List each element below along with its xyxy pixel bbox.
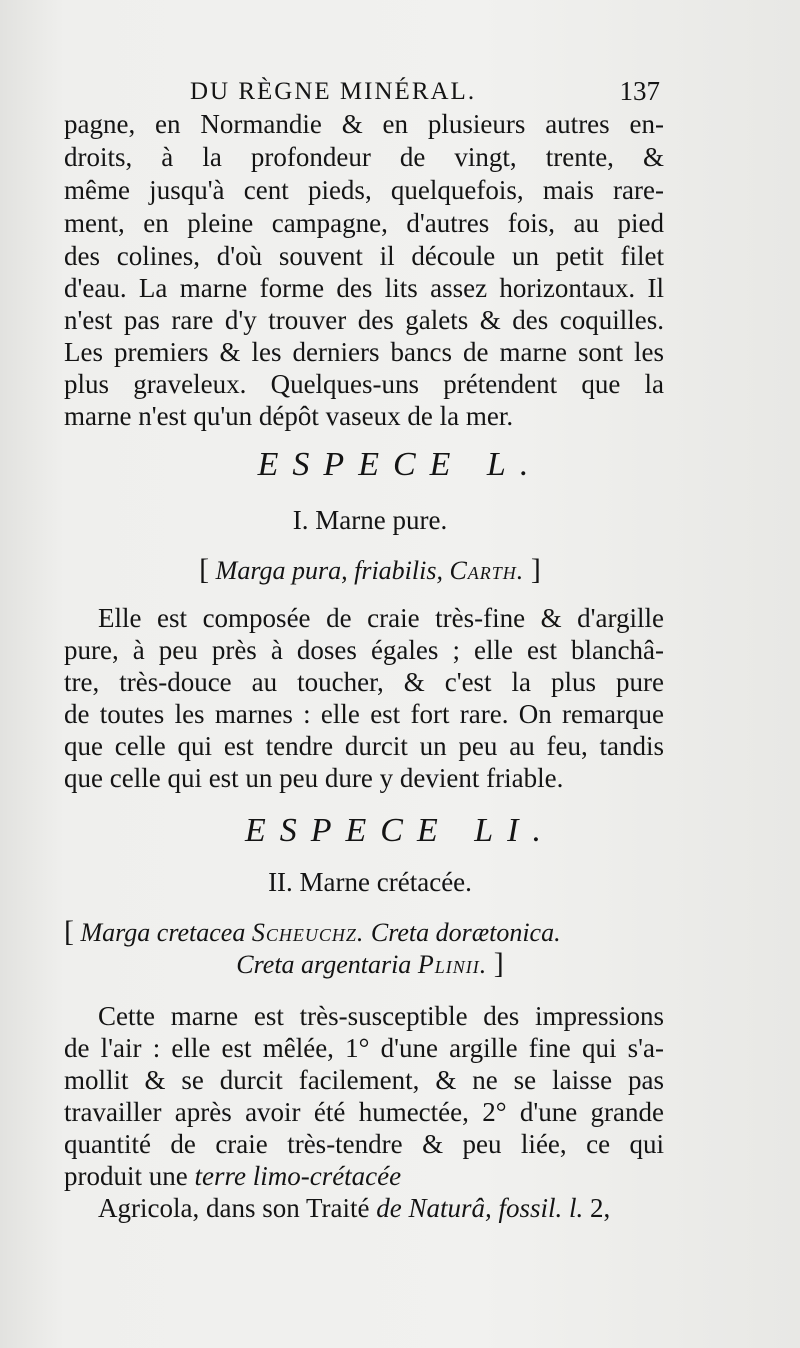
text-line — [98, 1192, 664, 1224]
text-line: marne n'est qu'un dépôt vaseux de la mer. — [64, 401, 514, 431]
open-bracket: [ — [64, 915, 74, 948]
text-run: produit une — [64, 1161, 195, 1191]
text-line — [64, 1160, 664, 1192]
open-bracket: [ — [199, 553, 210, 586]
text-line: droits, à la profondeur de vingt, trente, & — [64, 142, 664, 172]
synonym-text: Creta dorætonica. — [364, 918, 561, 947]
text-line: quantité de craie très-tendre & peu liée, ce qui — [64, 1129, 664, 1159]
text-line: Les premiers & les derniers bancs de marne sont les — [64, 337, 664, 367]
species-synonym — [64, 916, 664, 949]
species-label: ESPECE — [257, 446, 465, 483]
species-numeral: L. — [486, 446, 543, 483]
text-line: d'eau. La marne forme des lits assez horizontaux. Il — [64, 273, 664, 303]
text-line: pagne, en Normandie & en plusieurs autres en- — [64, 109, 664, 139]
synonym-text: Creta argentaria — [236, 950, 418, 979]
species-synonym-continuation — [0, 948, 740, 981]
text-run: Agricola, dans son Traité — [98, 1193, 377, 1223]
species-title: II. Marne crétacée. — [268, 867, 472, 897]
text-line: mollit & se durcit facilement, & ne se laisse pas — [64, 1065, 664, 1095]
text-line: ment, en pleine campagne, d'autres fois, au pied — [64, 208, 664, 238]
synonym-text: Marga cretacea — [80, 918, 252, 947]
text-line: des colines, d'où souvent il découle un petit filet — [64, 241, 664, 271]
text-line: pure, à peu près à doses égales ; elle est blanchâ- — [64, 635, 664, 665]
synonym-author: Plinii. — [417, 950, 488, 979]
text-line: n'est pas rare d'y trouver des galets & des coquilles. — [64, 305, 664, 335]
text-line: de l'air : elle est mêlée, 1° d'une argille fine qui s'a- — [64, 1033, 664, 1063]
text-line: plus graveleux. Quelques-uns prétendent que la — [64, 369, 664, 399]
text-line: tre, très-douce au toucher, & c'est la plus pure — [64, 667, 664, 697]
close-bracket: ] — [530, 553, 541, 586]
text-line: que celle qui est tendre durcit un peu au feu, tandis — [64, 731, 664, 761]
species-label: ESPECE — [245, 812, 452, 849]
synonym-text: Marga pura, friabilis, — [215, 556, 450, 585]
text-line: que celle qui est un peu dure y devient friable. — [64, 763, 564, 793]
synonym-author: Carth. — [449, 556, 525, 585]
page-number: 137 — [619, 76, 660, 106]
text-run: 2, — [583, 1193, 611, 1223]
running-title: DU RÈGNE MINÉRAL. — [190, 78, 477, 105]
text-line: Cette marne est très-susceptible des impressions — [98, 1001, 664, 1031]
species-synonym — [0, 554, 740, 587]
species-numeral: LI. — [474, 812, 555, 849]
text-line: travailler après avoir été humectée, 2° d'une grande — [64, 1097, 664, 1127]
close-bracket: ] — [493, 947, 504, 980]
text-line: Elle est composée de craie très-fine & d'argille — [98, 603, 664, 633]
synonym-author: Scheuchz. — [251, 918, 365, 947]
text-line: même jusqu'à cent pieds, quelquefois, mais rare- — [64, 175, 664, 205]
italic-reference: de Naturâ, fossil. l. — [376, 1193, 584, 1223]
species-heading — [0, 812, 800, 850]
species-title: I. Marne pure. — [292, 505, 448, 535]
species-heading — [0, 446, 800, 484]
text-line: de toutes les marnes : elle est fort rare. On remarque — [64, 699, 664, 729]
italic-term: terre limo-crétacée — [194, 1161, 402, 1191]
